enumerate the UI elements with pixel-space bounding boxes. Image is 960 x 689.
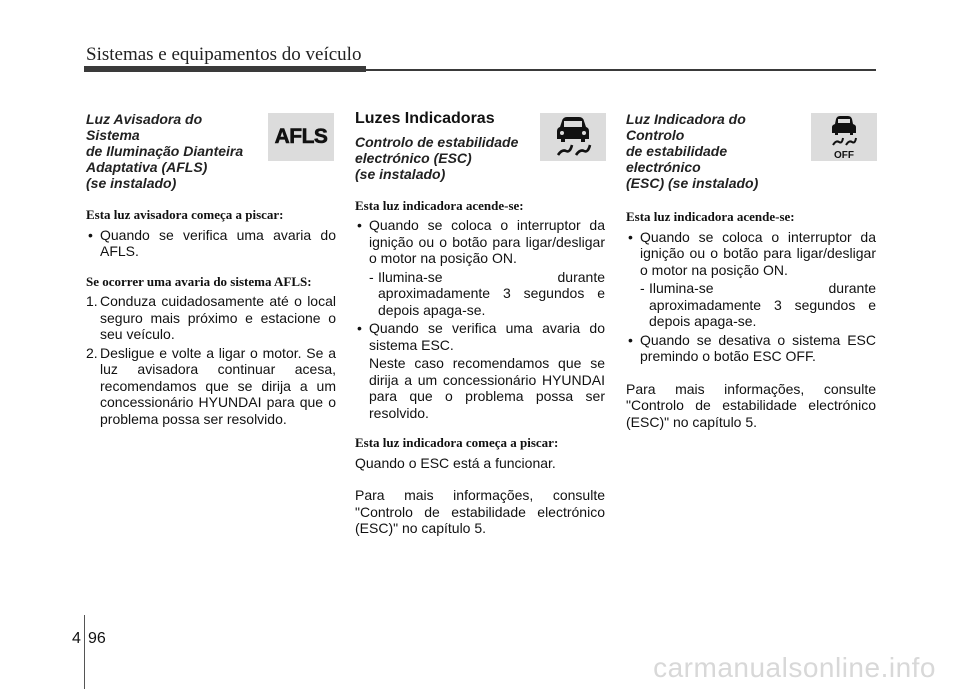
esc-off-icon bbox=[811, 113, 877, 161]
esc-on-label: Esta luz indicadora acende-se: bbox=[355, 197, 524, 213]
esc-on-item: • Quando se coloca o interruptor da ignição ou o botão para ligar/desligar o motor na posição ON. bbox=[355, 217, 605, 267]
esc-off-on-item: • Quando se desativa o sistema ESC premindo o botão ESC OFF. bbox=[626, 332, 876, 365]
esc-off-heading: Luz Indicadora do Controlo de estabilidade electrónico (ESC) (se instalado) bbox=[626, 111, 759, 191]
step-text: Conduza cuidadosamente até o local seguro mais próximo e estacione o seu veículo. bbox=[100, 293, 336, 342]
esc-heading: Controlo de estabilidade electrónico (ESC) (se instalado) bbox=[355, 133, 519, 182]
step-number: 1. bbox=[86, 293, 98, 309]
watermark: carmanualsonline.info bbox=[653, 652, 936, 683]
esc-off-more-info: Para mais informações, consulte "Controlo de estabilidade electrónico (ESC)" no capítulo 5. bbox=[626, 380, 876, 430]
esc-blink-text: Quando o ESC está a funcionar. bbox=[355, 454, 556, 471]
esc-off-on-subitem: - Ilumina-se durante aproximadamente 3 segundos e depois apaga-se. bbox=[640, 280, 876, 329]
afls-malfunction-label: Se ocorrer uma avaria do sistema AFLS: bbox=[86, 273, 312, 289]
afls-blink-item: • Quando se verifica uma avaria do AFLS. bbox=[86, 227, 336, 260]
column-esc bbox=[355, 111, 605, 537]
chapter-number: 4 bbox=[72, 630, 81, 647]
esc-blink-label: Esta luz indicadora começa a piscar: bbox=[355, 435, 559, 450]
esc-on-note: Neste caso recomendamos que se dirija a um concessionário HYUNDAI para que o problema possa ser resolvido. bbox=[369, 355, 605, 421]
afls-step bbox=[86, 345, 336, 428]
esc-off-car-skid-icon bbox=[819, 114, 869, 160]
esc-off-icon-label: OFF bbox=[834, 150, 854, 160]
esc-icon bbox=[540, 113, 606, 161]
step-number: 2. bbox=[86, 344, 98, 361]
afls-step bbox=[86, 293, 336, 343]
header-bar bbox=[84, 66, 366, 72]
afls-icon bbox=[268, 113, 334, 161]
header-title: Sistemas e equipamentos do veículo bbox=[86, 44, 362, 65]
esc-off-on-label: Esta luz indicadora acende-se: bbox=[626, 209, 795, 224]
esc-on-item: • Quando se verifica uma avaria do sistema ESC. bbox=[355, 320, 605, 353]
header-rule bbox=[366, 69, 876, 71]
afls-icon-label: AFLS bbox=[274, 125, 328, 148]
esc-off-on-subitem-text: Ilumina-se durante aproximadamente 3 segundos e depois apaga-se. bbox=[649, 280, 876, 329]
esc-on-subitem: - Ilumina-se durante aproximadamente 3 segundos e depois apaga-se. bbox=[369, 268, 605, 318]
page-separator bbox=[84, 615, 85, 689]
section-title: Luzes Indicadoras bbox=[355, 110, 495, 127]
esc-more-info: Para mais informações, consulte "Controlo de estabilidade electrónico (ESC)" no capítulo 5. bbox=[355, 487, 605, 536]
esc-on-subitem-text: Ilumina-se durante aproximadamente 3 segundos e depois apaga-se. bbox=[378, 268, 605, 318]
afls-heading: Luz Avisadora do Sistema de Iluminação Dianteira Adaptativa (AFLS) (se instalado) bbox=[86, 111, 244, 191]
esc-off-on-item: • Quando se coloca o interruptor da ignição ou o botão para ligar/desligar o motor na posição ON. bbox=[626, 229, 876, 279]
afls-blink-label: Esta luz avisadora começa a piscar: bbox=[86, 207, 284, 222]
page-number: 96 bbox=[88, 630, 106, 647]
step-text: Desligue e volte a ligar o motor. Se a luz avisadora continuar acesa, recomendamos que se dirija a um concessionário HYUNDAI para que o problema possa ser resolvido. bbox=[100, 344, 336, 427]
esc-car-skid-icon bbox=[548, 115, 598, 159]
